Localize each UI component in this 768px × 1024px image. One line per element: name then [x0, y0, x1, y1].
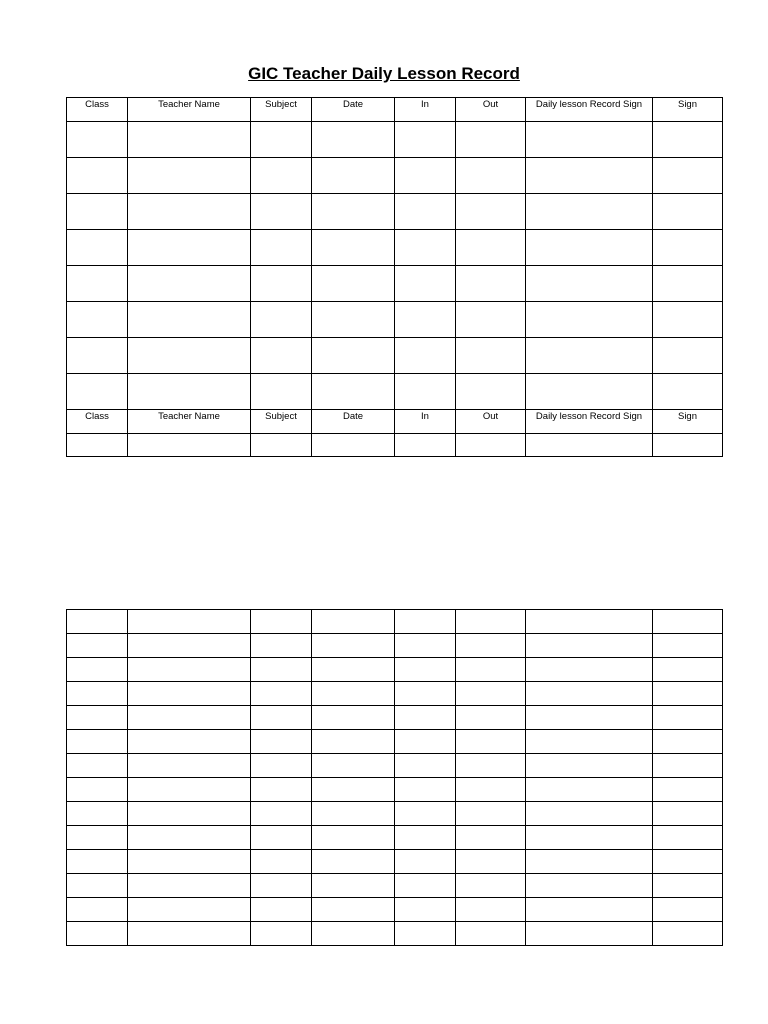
cell-daily-lesson-record-sign[interactable] [526, 610, 653, 634]
cell-sign[interactable] [653, 374, 723, 410]
page-title: GIC Teacher Daily Lesson Record [248, 64, 520, 83]
cell-date[interactable] [312, 802, 395, 826]
table-row [67, 826, 723, 850]
cell-class[interactable] [67, 230, 128, 266]
cell-in[interactable] [395, 194, 456, 230]
cell-subject[interactable] [251, 922, 312, 946]
cell-teacher-name[interactable] [128, 826, 251, 850]
cell-teacher-name[interactable] [128, 658, 251, 682]
cell-subject[interactable] [251, 874, 312, 898]
cell-teacher-name[interactable] [128, 754, 251, 778]
cell-daily-lesson-record-sign[interactable] [526, 230, 653, 266]
cell-out[interactable] [456, 610, 526, 634]
cell-sign[interactable] [653, 302, 723, 338]
cell-sign[interactable] [653, 874, 723, 898]
cell-sign[interactable] [653, 122, 723, 158]
cell-subject[interactable] [251, 634, 312, 658]
table-row [67, 374, 723, 410]
cell-subject[interactable] [251, 826, 312, 850]
cell-daily-lesson-record-sign[interactable] [526, 338, 653, 374]
table-row [67, 658, 723, 682]
cell-class[interactable] [67, 850, 128, 874]
cell-in[interactable] [395, 374, 456, 410]
cell-class[interactable] [67, 730, 128, 754]
header-teacher-name: Teacher Name [128, 410, 251, 434]
cell-class[interactable] [67, 634, 128, 658]
cell-subject[interactable] [251, 778, 312, 802]
cell-daily-lesson-record-sign[interactable] [526, 682, 653, 706]
cell-teacher-name[interactable] [128, 610, 251, 634]
table-row [67, 706, 723, 730]
cell-sign[interactable] [653, 754, 723, 778]
cell-out[interactable] [456, 302, 526, 338]
cell-out[interactable] [456, 434, 526, 457]
cell-date[interactable] [312, 826, 395, 850]
cell-class[interactable] [67, 302, 128, 338]
cell-class[interactable] [67, 122, 128, 158]
table-row [67, 898, 723, 922]
cell-out[interactable] [456, 230, 526, 266]
cell-sign[interactable] [653, 730, 723, 754]
cell-daily-lesson-record-sign[interactable] [526, 850, 653, 874]
cell-daily-lesson-record-sign[interactable] [526, 778, 653, 802]
header-daily-lesson-record-sign: Daily lesson Record Sign [526, 410, 653, 434]
cell-daily-lesson-record-sign[interactable] [526, 826, 653, 850]
header-date: Date [312, 410, 395, 434]
cell-sign[interactable] [653, 922, 723, 946]
cell-teacher-name[interactable] [128, 874, 251, 898]
cell-date[interactable] [312, 230, 395, 266]
cell-class[interactable] [67, 158, 128, 194]
cell-class[interactable] [67, 706, 128, 730]
cell-sign[interactable] [653, 434, 723, 457]
cell-in[interactable] [395, 434, 456, 457]
cell-out[interactable] [456, 634, 526, 658]
cell-out[interactable] [456, 778, 526, 802]
cell-teacher-name[interactable] [128, 682, 251, 706]
cell-date[interactable] [312, 266, 395, 302]
cell-out[interactable] [456, 730, 526, 754]
cell-subject[interactable] [251, 658, 312, 682]
cell-date[interactable] [312, 610, 395, 634]
cell-sign[interactable] [653, 706, 723, 730]
cell-date[interactable] [312, 874, 395, 898]
cell-subject[interactable] [251, 434, 312, 457]
header-out: Out [456, 410, 526, 434]
cell-out[interactable] [456, 158, 526, 194]
cell-out[interactable] [456, 850, 526, 874]
header-sign: Sign [653, 98, 723, 122]
cell-daily-lesson-record-sign[interactable] [526, 730, 653, 754]
cell-in[interactable] [395, 266, 456, 302]
cell-teacher-name[interactable] [128, 634, 251, 658]
cell-sign[interactable] [653, 158, 723, 194]
cell-in[interactable] [395, 706, 456, 730]
cell-date[interactable] [312, 922, 395, 946]
cell-out[interactable] [456, 898, 526, 922]
header-subject: Subject [251, 410, 312, 434]
cell-date[interactable] [312, 374, 395, 410]
cell-sign[interactable] [653, 658, 723, 682]
blank-record-table [66, 609, 723, 946]
cell-sign[interactable] [653, 610, 723, 634]
cell-in[interactable] [395, 122, 456, 158]
cell-subject[interactable] [251, 338, 312, 374]
table-row [67, 434, 723, 457]
cell-class[interactable] [67, 374, 128, 410]
cell-daily-lesson-record-sign[interactable] [526, 922, 653, 946]
cell-class[interactable] [67, 802, 128, 826]
cell-subject[interactable] [251, 610, 312, 634]
cell-class[interactable] [67, 194, 128, 230]
cell-date[interactable] [312, 194, 395, 230]
table-row [67, 610, 723, 634]
cell-in[interactable] [395, 898, 456, 922]
cell-sign[interactable] [653, 682, 723, 706]
cell-out[interactable] [456, 122, 526, 158]
cell-class[interactable] [67, 778, 128, 802]
cell-teacher-name[interactable] [128, 266, 251, 302]
table-row [67, 682, 723, 706]
cell-teacher-name[interactable] [128, 122, 251, 158]
cell-teacher-name[interactable] [128, 706, 251, 730]
cell-daily-lesson-record-sign[interactable] [526, 874, 653, 898]
cell-class[interactable] [67, 610, 128, 634]
cell-daily-lesson-record-sign[interactable] [526, 754, 653, 778]
cell-date[interactable] [312, 898, 395, 922]
cell-date[interactable] [312, 634, 395, 658]
table-row [67, 850, 723, 874]
cell-subject[interactable] [251, 754, 312, 778]
cell-out[interactable] [456, 826, 526, 850]
cell-sign[interactable] [653, 338, 723, 374]
cell-daily-lesson-record-sign[interactable] [526, 302, 653, 338]
cell-in[interactable] [395, 338, 456, 374]
cell-daily-lesson-record-sign[interactable] [526, 194, 653, 230]
cell-teacher-name[interactable] [128, 230, 251, 266]
cell-in[interactable] [395, 730, 456, 754]
cell-class[interactable] [67, 874, 128, 898]
header-class: Class [67, 410, 128, 434]
cell-teacher-name[interactable] [128, 802, 251, 826]
cell-date[interactable] [312, 706, 395, 730]
cell-in[interactable] [395, 610, 456, 634]
cell-out[interactable] [456, 266, 526, 302]
cell-out[interactable] [456, 658, 526, 682]
cell-out[interactable] [456, 194, 526, 230]
cell-in[interactable] [395, 826, 456, 850]
cell-date[interactable] [312, 122, 395, 158]
header-in: In [395, 410, 456, 434]
header-sign: Sign [653, 410, 723, 434]
cell-out[interactable] [456, 706, 526, 730]
table-row [67, 266, 723, 302]
cell-date[interactable] [312, 302, 395, 338]
cell-teacher-name[interactable] [128, 730, 251, 754]
header-daily-lesson-record-sign: Daily lesson Record Sign [526, 98, 653, 122]
cell-out[interactable] [456, 338, 526, 374]
cell-subject[interactable] [251, 682, 312, 706]
cell-in[interactable] [395, 874, 456, 898]
cell-subject[interactable] [251, 802, 312, 826]
cell-in[interactable] [395, 302, 456, 338]
table-row [67, 338, 723, 374]
cell-subject[interactable] [251, 194, 312, 230]
cell-sign[interactable] [653, 266, 723, 302]
cell-daily-lesson-record-sign[interactable] [526, 634, 653, 658]
cell-teacher-name[interactable] [128, 158, 251, 194]
cell-daily-lesson-record-sign[interactable] [526, 374, 653, 410]
cell-daily-lesson-record-sign[interactable] [526, 898, 653, 922]
cell-date[interactable] [312, 730, 395, 754]
cell-in[interactable] [395, 754, 456, 778]
cell-teacher-name[interactable] [128, 374, 251, 410]
table-row [67, 778, 723, 802]
cell-sign[interactable] [653, 850, 723, 874]
cell-out[interactable] [456, 922, 526, 946]
cell-teacher-name[interactable] [128, 778, 251, 802]
cell-in[interactable] [395, 778, 456, 802]
table-row [67, 230, 723, 266]
table-row [67, 122, 723, 158]
cell-sign[interactable] [653, 778, 723, 802]
header-date: Date [312, 98, 395, 122]
cell-class[interactable] [67, 658, 128, 682]
cell-class[interactable] [67, 338, 128, 374]
cell-sign[interactable] [653, 230, 723, 266]
cell-teacher-name[interactable] [128, 302, 251, 338]
cell-class[interactable] [67, 682, 128, 706]
cell-in[interactable] [395, 802, 456, 826]
cell-class[interactable] [67, 266, 128, 302]
cell-out[interactable] [456, 874, 526, 898]
cell-class[interactable] [67, 754, 128, 778]
cell-date[interactable] [312, 158, 395, 194]
cell-date[interactable] [312, 338, 395, 374]
cell-in[interactable] [395, 658, 456, 682]
cell-daily-lesson-record-sign[interactable] [526, 266, 653, 302]
cell-sign[interactable] [653, 826, 723, 850]
header-class: Class [67, 98, 128, 122]
cell-subject[interactable] [251, 302, 312, 338]
cell-daily-lesson-record-sign[interactable] [526, 706, 653, 730]
cell-out[interactable] [456, 374, 526, 410]
cell-subject[interactable] [251, 230, 312, 266]
cell-teacher-name[interactable] [128, 898, 251, 922]
cell-in[interactable] [395, 850, 456, 874]
cell-daily-lesson-record-sign[interactable] [526, 122, 653, 158]
table-row [67, 730, 723, 754]
header-row [67, 410, 723, 434]
header-teacher-name: Teacher Name [128, 98, 251, 122]
cell-class[interactable] [67, 922, 128, 946]
cell-date[interactable] [312, 754, 395, 778]
table-row [67, 922, 723, 946]
cell-daily-lesson-record-sign[interactable] [526, 658, 653, 682]
lesson-record-table [66, 97, 723, 457]
cell-class[interactable] [67, 826, 128, 850]
cell-daily-lesson-record-sign[interactable] [526, 434, 653, 457]
table-row [67, 754, 723, 778]
cell-date[interactable] [312, 434, 395, 457]
cell-out[interactable] [456, 754, 526, 778]
cell-daily-lesson-record-sign[interactable] [526, 802, 653, 826]
table-row [67, 194, 723, 230]
cell-in[interactable] [395, 682, 456, 706]
cell-subject[interactable] [251, 374, 312, 410]
cell-subject[interactable] [251, 158, 312, 194]
header-row [67, 98, 723, 122]
table-row [67, 634, 723, 658]
cell-in[interactable] [395, 230, 456, 266]
cell-teacher-name[interactable] [128, 194, 251, 230]
table-row [67, 874, 723, 898]
table-row [67, 802, 723, 826]
cell-in[interactable] [395, 634, 456, 658]
cell-in[interactable] [395, 158, 456, 194]
cell-sign[interactable] [653, 194, 723, 230]
cell-sign[interactable] [653, 634, 723, 658]
cell-subject[interactable] [251, 850, 312, 874]
cell-date[interactable] [312, 850, 395, 874]
cell-subject[interactable] [251, 122, 312, 158]
cell-teacher-name[interactable] [128, 922, 251, 946]
cell-in[interactable] [395, 922, 456, 946]
cell-class[interactable] [67, 434, 128, 457]
cell-sign[interactable] [653, 802, 723, 826]
cell-out[interactable] [456, 802, 526, 826]
cell-date[interactable] [312, 778, 395, 802]
cell-teacher-name[interactable] [128, 338, 251, 374]
cell-daily-lesson-record-sign[interactable] [526, 158, 653, 194]
cell-class[interactable] [67, 898, 128, 922]
table-row [67, 158, 723, 194]
cell-subject[interactable] [251, 266, 312, 302]
cell-subject[interactable] [251, 730, 312, 754]
cell-subject[interactable] [251, 706, 312, 730]
header-in: In [395, 98, 456, 122]
header-subject: Subject [251, 98, 312, 122]
cell-out[interactable] [456, 682, 526, 706]
cell-date[interactable] [312, 658, 395, 682]
table-row [67, 302, 723, 338]
cell-subject[interactable] [251, 898, 312, 922]
cell-date[interactable] [312, 682, 395, 706]
cell-teacher-name[interactable] [128, 850, 251, 874]
header-out: Out [456, 98, 526, 122]
cell-sign[interactable] [653, 898, 723, 922]
cell-teacher-name[interactable] [128, 434, 251, 457]
